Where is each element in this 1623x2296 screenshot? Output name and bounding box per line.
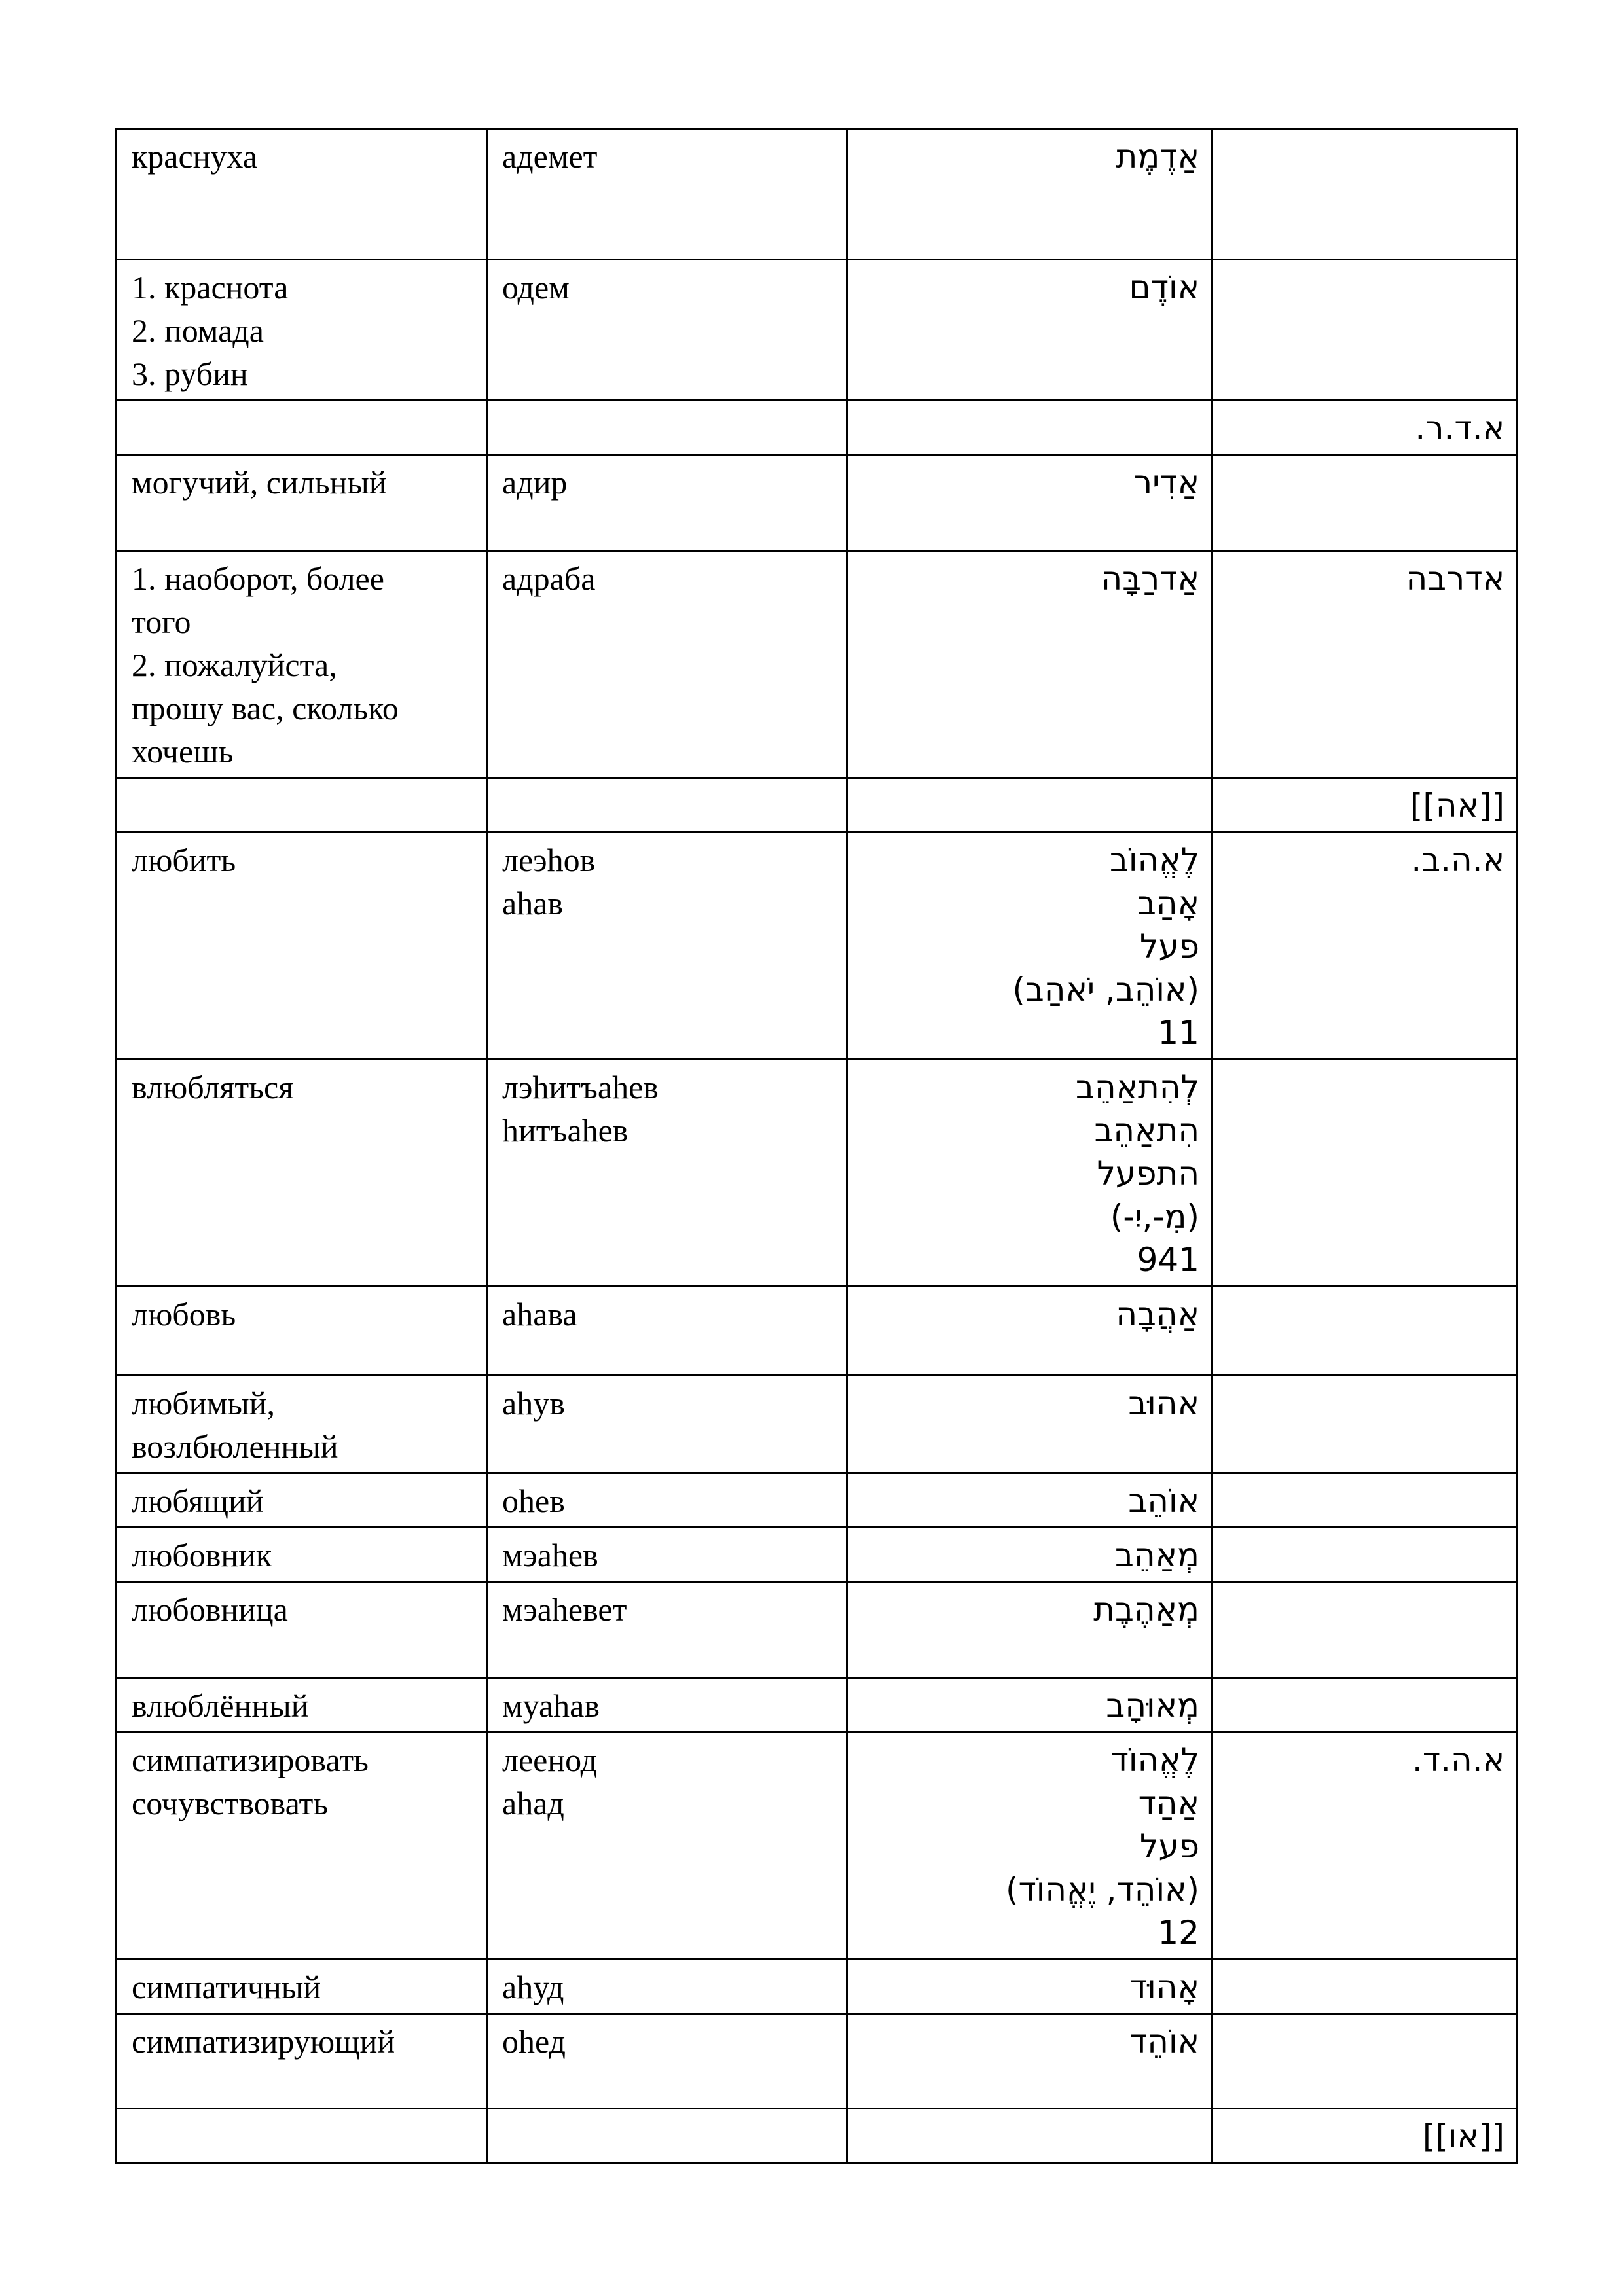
transliteration-cell (487, 1582, 847, 1678)
root-cell (1213, 551, 1518, 778)
transliteration-cell (487, 1287, 847, 1376)
russian-cell (117, 455, 487, 551)
russian-cell-line: сочувствовать (132, 1785, 329, 1821)
root-cell (1213, 1287, 1518, 1376)
hebrew-cell (847, 833, 1213, 1060)
root-cell (1213, 455, 1518, 551)
hebrew-cell (847, 2109, 1213, 2163)
transliteration-cell (487, 401, 847, 455)
hebrew-cell (847, 455, 1213, 551)
root-cell (1213, 260, 1518, 401)
russian-cell-line: 2. помада (132, 312, 264, 349)
root-cell-line: א.ה.ד. (1412, 1741, 1504, 1779)
transliteration-cell-line: аhав (502, 885, 563, 922)
transliteration-cell (487, 833, 847, 1060)
hebrew-cell-line: אָהוּד (1129, 1968, 1199, 2006)
russian-cell-line: симпатизирующий (132, 2023, 395, 2060)
transliteration-cell (487, 260, 847, 401)
hebrew-cell-line: 941 (1137, 1241, 1199, 1279)
transliteration-cell-line: адемет (502, 138, 598, 175)
transliteration-cell-line: леенод (502, 1742, 598, 1778)
hebrew-cell (847, 129, 1213, 260)
transliteration-cell-line: аhава (502, 1296, 577, 1333)
hebrew-cell-line: לְהִתאַהֵב (1076, 1068, 1199, 1106)
transliteration-cell-line: леэhов (502, 842, 596, 878)
root-cell-line: [[אה]] (1410, 787, 1504, 825)
russian-cell-line: симпатизировать (132, 1742, 369, 1778)
hebrew-cell-line: התפעל (1097, 1155, 1199, 1193)
transliteration-cell (487, 1376, 847, 1473)
root-cell (1213, 1732, 1518, 1960)
root-cell (1213, 1060, 1518, 1287)
russian-cell (117, 1060, 487, 1287)
root-cell (1213, 2014, 1518, 2109)
russian-cell-line: прошу вас, сколько (132, 690, 399, 726)
hebrew-cell (847, 1582, 1213, 1678)
transliteration-cell (487, 551, 847, 778)
hebrew-cell-line: הִתאַהֵב (1094, 1111, 1199, 1149)
transliteration-cell (487, 1473, 847, 1528)
russian-cell-line: любимый, (132, 1385, 275, 1422)
hebrew-cell-line: אָהַב (1137, 884, 1199, 922)
root-cell (1213, 2109, 1518, 2163)
hebrew-cell (847, 1287, 1213, 1376)
root-cell (1213, 401, 1518, 455)
transliteration-cell (487, 1528, 847, 1582)
russian-cell (117, 1376, 487, 1473)
transliteration-cell-line: оhев (502, 1482, 565, 1519)
russian-cell-line: возлбюленный (132, 1428, 338, 1465)
russian-cell-line: того (132, 603, 191, 640)
transliteration-cell (487, 1960, 847, 2014)
table-row (117, 1376, 1518, 1473)
hebrew-cell (847, 778, 1213, 833)
russian-cell-line: краснуха (132, 138, 257, 175)
russian-cell (117, 1528, 487, 1582)
table-row (117, 2109, 1518, 2163)
table-row (117, 129, 1518, 260)
dictionary-table-body (117, 129, 1518, 2163)
transliteration-cell-line: оhед (502, 2023, 566, 2060)
table-row (117, 260, 1518, 401)
russian-cell-line: 1. наоборот, более (132, 560, 384, 597)
hebrew-cell (847, 1473, 1213, 1528)
hebrew-cell (847, 551, 1213, 778)
russian-cell (117, 1287, 487, 1376)
root-cell (1213, 1528, 1518, 1582)
hebrew-cell (847, 1960, 1213, 2014)
hebrew-cell (847, 1528, 1213, 1582)
russian-cell (117, 778, 487, 833)
russian-cell-line: любовь (132, 1296, 236, 1333)
hebrew-cell (847, 1376, 1213, 1473)
table-row (117, 401, 1518, 455)
russian-cell-line: влюбляться (132, 1069, 294, 1105)
hebrew-cell-line: אהוּב (1128, 1384, 1199, 1422)
hebrew-cell (847, 1678, 1213, 1732)
hebrew-cell (847, 1732, 1213, 1960)
hebrew-cell-line: 11 (1158, 1014, 1199, 1052)
dictionary-table (115, 128, 1518, 2164)
transliteration-cell-line: аhув (502, 1385, 565, 1422)
russian-cell-line: любящий (132, 1482, 264, 1519)
russian-cell (117, 2014, 487, 2109)
hebrew-cell-line: אוֹהֵד (1129, 2022, 1199, 2060)
hebrew-cell-line: (אוֹהֵד, יֶאֱהוֹד) (1006, 1871, 1199, 1909)
hebrew-cell-line: לֶאֱהוֹד (1110, 1741, 1199, 1779)
table-row (117, 1473, 1518, 1528)
transliteration-cell (487, 2109, 847, 2163)
hebrew-cell-line: פעל (1140, 1827, 1199, 1865)
root-cell (1213, 833, 1518, 1060)
transliteration-cell (487, 2014, 847, 2109)
table-row (117, 1732, 1518, 1960)
russian-cell-line: 1. краснота (132, 269, 289, 306)
russian-cell (117, 833, 487, 1060)
hebrew-cell-line: 12 (1158, 1914, 1199, 1952)
russian-cell-line: симпатичный (132, 1969, 321, 2005)
table-row (117, 778, 1518, 833)
hebrew-cell-line: (אוֹהֵב, יֹאהַב) (1012, 971, 1199, 1009)
table-row (117, 551, 1518, 778)
russian-cell (117, 551, 487, 778)
root-cell (1213, 1678, 1518, 1732)
russian-cell (117, 129, 487, 260)
transliteration-cell-line: аhад (502, 1785, 564, 1821)
transliteration-cell (487, 1678, 847, 1732)
hebrew-cell-line: פעל (1140, 927, 1199, 965)
hebrew-cell-line: אַדרַבָּה (1101, 560, 1199, 598)
hebrew-cell-line: (מִ-,יִ-) (1110, 1198, 1199, 1236)
root-cell (1213, 1473, 1518, 1528)
root-cell (1213, 129, 1518, 260)
table-row (117, 1060, 1518, 1287)
table-row (117, 1582, 1518, 1678)
hebrew-cell-line: מְאוּהָב (1106, 1687, 1199, 1725)
transliteration-cell-line: hитъаhев (502, 1112, 629, 1149)
transliteration-cell-line: лэhитъаhев (502, 1069, 659, 1105)
hebrew-cell-line: אוֹהֵב (1128, 1482, 1199, 1520)
transliteration-cell-line: адраба (502, 560, 596, 597)
russian-cell-line: влюблённый (132, 1687, 309, 1724)
table-row (117, 455, 1518, 551)
root-cell (1213, 1960, 1518, 2014)
transliteration-cell-line: одем (502, 269, 570, 306)
russian-cell-line: любовница (132, 1591, 288, 1628)
table-row (117, 1678, 1518, 1732)
root-cell-line: א.ה.ב. (1411, 841, 1504, 879)
transliteration-cell-line: муаhав (502, 1687, 600, 1724)
russian-cell (117, 401, 487, 455)
transliteration-cell-line: аhуд (502, 1969, 564, 2005)
root-cell-line: אדרבה (1406, 560, 1504, 598)
transliteration-cell (487, 1060, 847, 1287)
transliteration-cell (487, 129, 847, 260)
hebrew-cell (847, 260, 1213, 401)
hebrew-cell-line: לֶאֱהוֹב (1109, 841, 1199, 879)
hebrew-cell-line: אַדִיר (1133, 463, 1199, 501)
russian-cell (117, 1473, 487, 1528)
transliteration-cell (487, 778, 847, 833)
root-cell (1213, 778, 1518, 833)
russian-cell (117, 1582, 487, 1678)
russian-cell (117, 1960, 487, 2014)
russian-cell-line: могучий, сильный (132, 464, 387, 501)
russian-cell-line: хочешь (132, 733, 234, 770)
russian-cell-line: 2. пожалуйста, (132, 647, 337, 683)
hebrew-cell-line: מְאַהֶבֶת (1093, 1590, 1199, 1628)
table-row (117, 2014, 1518, 2109)
russian-cell (117, 1678, 487, 1732)
hebrew-cell-line: אַדֶמֶת (1116, 137, 1199, 175)
root-cell (1213, 1582, 1518, 1678)
transliteration-cell-line: мэаhевет (502, 1591, 627, 1628)
root-cell (1213, 1376, 1518, 1473)
table-row (117, 833, 1518, 1060)
transliteration-cell-line: адир (502, 464, 568, 501)
table-row (117, 1960, 1518, 2014)
transliteration-cell (487, 455, 847, 551)
hebrew-cell-line: אַהַד (1138, 1784, 1199, 1822)
table-row (117, 1528, 1518, 1582)
hebrew-cell (847, 401, 1213, 455)
transliteration-cell-line: мэаhев (502, 1537, 598, 1573)
russian-cell-line: любить (132, 842, 236, 878)
russian-cell (117, 2109, 487, 2163)
table-row (117, 1287, 1518, 1376)
root-cell-line: א.ד.ר. (1415, 409, 1504, 447)
hebrew-cell (847, 1060, 1213, 1287)
russian-cell-line: любовник (132, 1537, 272, 1573)
russian-cell (117, 1732, 487, 1960)
hebrew-cell-line: מְאַהֵב (1115, 1536, 1199, 1574)
root-cell-line: [[או]] (1422, 2117, 1504, 2155)
transliteration-cell (487, 1732, 847, 1960)
hebrew-cell (847, 2014, 1213, 2109)
hebrew-cell-line: אַהֲבָה (1116, 1295, 1199, 1333)
russian-cell-line: 3. рубин (132, 355, 248, 392)
hebrew-cell-line: אוֹדֶם (1129, 268, 1199, 306)
russian-cell (117, 260, 487, 401)
